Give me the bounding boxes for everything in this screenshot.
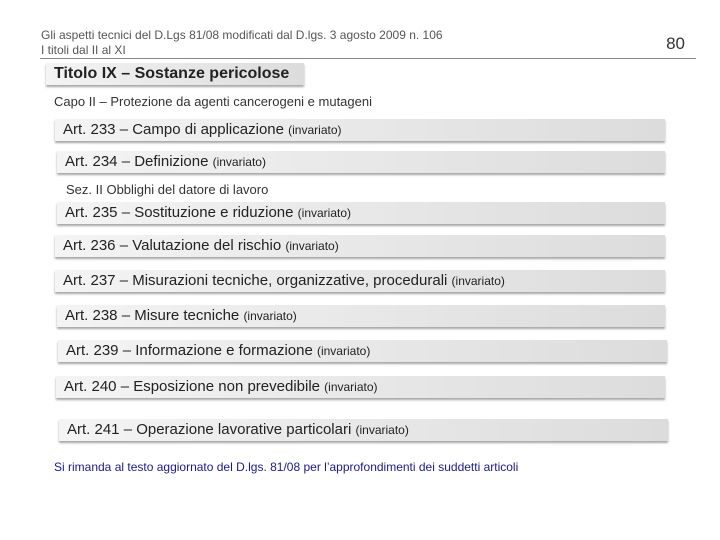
- section-title: Titolo IX – Sostanze pericolose: [46, 63, 304, 85]
- status-label: (invariato): [451, 274, 505, 288]
- article-label: Art. 236 – Valutazione del rischio: [63, 237, 282, 254]
- article-label: Art. 233 – Campo di applicazione: [63, 121, 284, 138]
- article-label: Art. 238 – Misure tecniche: [65, 307, 240, 324]
- footer-note: Si rimanda al testo aggiornato del D.lgs. 81/08 per l’approfondimenti dei suddetti articoli: [54, 460, 519, 474]
- article-row: [58, 340, 667, 362]
- article-row: [56, 376, 665, 398]
- status-label: (invariato): [243, 309, 297, 323]
- status-label: (invariato): [324, 380, 378, 394]
- header: [41, 28, 443, 58]
- article-label: Art. 235 – Sostituzione e riduzione: [65, 204, 294, 221]
- article-row: [55, 270, 665, 292]
- page-number: 80: [666, 34, 685, 53]
- article-row: [55, 119, 665, 141]
- article-row: [55, 235, 665, 257]
- header-line2: I titoli dal II al XI: [41, 43, 126, 57]
- article-label: Art. 239 – Informazione e formazione: [66, 342, 313, 359]
- article-row: [59, 419, 668, 441]
- header-line1: Gli aspetti tecnici del D.Lgs 81/08 modificati dal D.lgs. 3 agosto 2009 n. 106: [41, 28, 443, 42]
- article-label: Art. 237 – Misurazioni tecniche, organizzative, procedurali: [63, 272, 448, 289]
- article-row: [57, 202, 665, 224]
- article-row: [57, 305, 665, 327]
- chapter-heading: Capo II – Protezione da agenti cancerogeni e mutageni: [54, 94, 372, 109]
- status-label: (invariato): [288, 123, 342, 137]
- status-label: (invariato): [355, 423, 409, 437]
- header-divider: [40, 58, 696, 59]
- section-subheading: Sez. II Obblighi del datore di lavoro: [66, 182, 269, 197]
- status-label: (invariato): [297, 206, 352, 220]
- article-row: [57, 151, 665, 173]
- status-label: (invariato): [316, 344, 371, 358]
- article-label: Art. 240 – Esposizione non prevedibile: [64, 378, 320, 395]
- article-label: Art. 234 – Definizione: [65, 153, 209, 170]
- status-label: (invariato): [212, 155, 266, 169]
- article-label: Art. 241 – Operazione lavorative particolari: [67, 421, 352, 438]
- status-label: (invariato): [285, 239, 339, 253]
